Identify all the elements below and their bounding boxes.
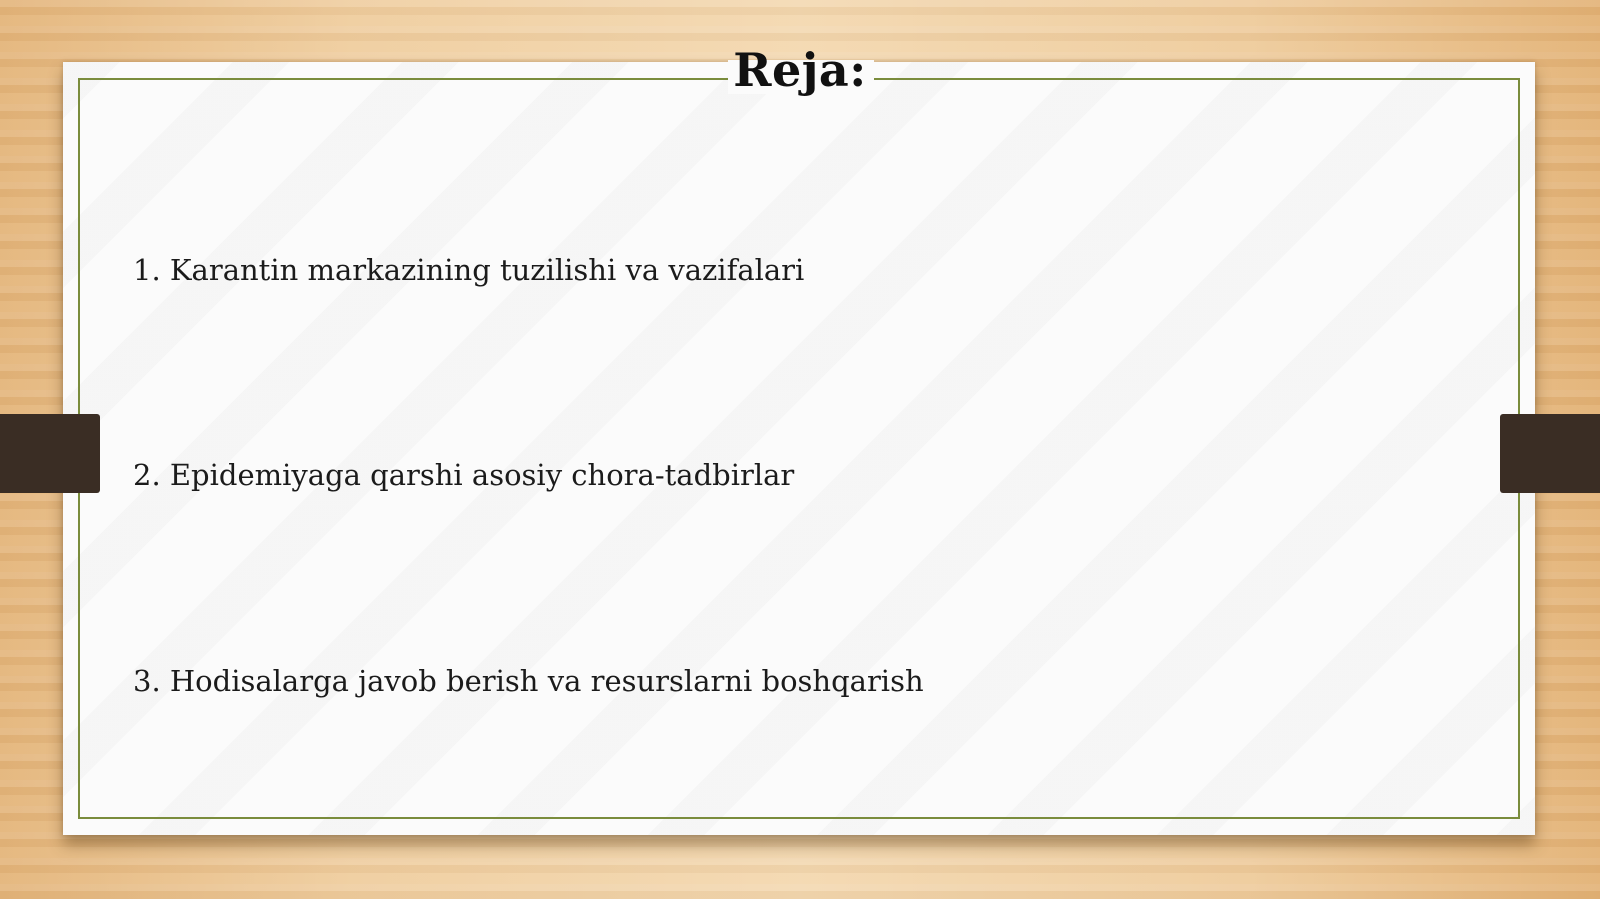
slide-title[interactable]: Reja: [733,43,867,97]
left-tab-decoration [0,414,100,493]
plan-item-2[interactable]: 2. Epidemiyaga qarshi asosiy chora-tadbirlar [133,458,795,492]
right-tab-decoration [1500,414,1600,493]
plan-item-3[interactable]: 3. Hodisalarga javob berish va resurslarni boshqarish [133,664,924,698]
plan-item-1[interactable]: 1. Karantin markazining tuzilishi va vazifalari [133,253,805,287]
slide-card [63,62,1535,835]
slide-border [78,78,1520,819]
